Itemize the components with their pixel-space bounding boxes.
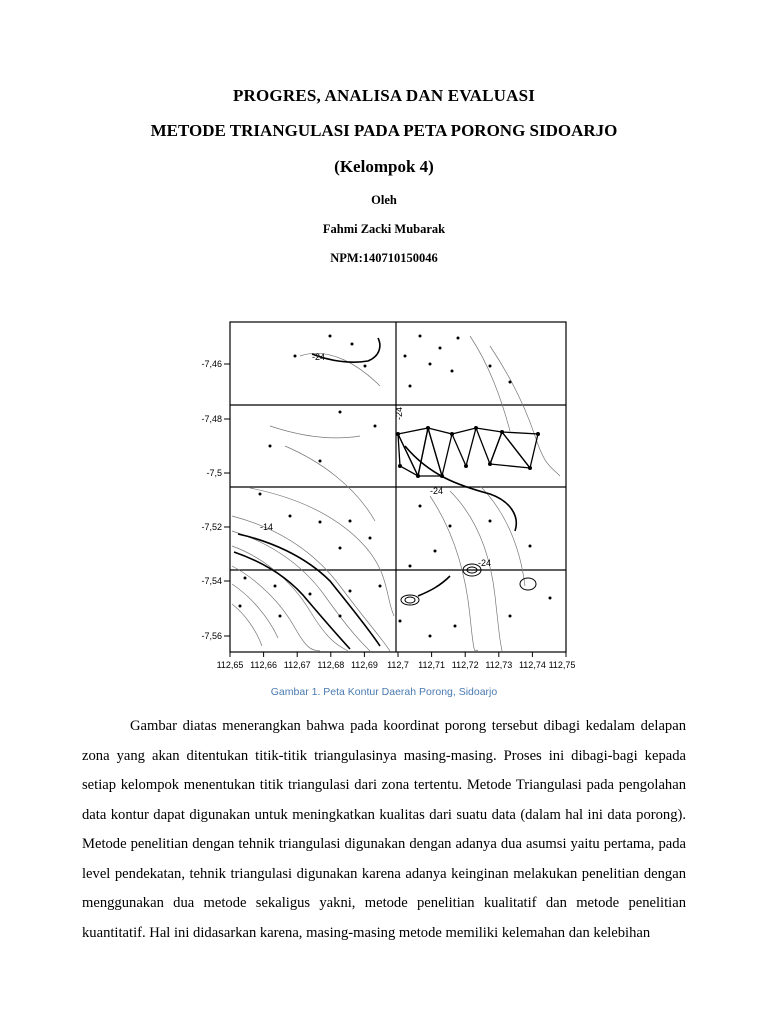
x-tick-label: 112,67 [283, 660, 311, 670]
by-label: Oleh [371, 193, 397, 207]
y-tick-label: -7,48 [201, 414, 222, 424]
y-tick-label: -7,56 [201, 631, 222, 641]
triangulation-network [398, 428, 538, 476]
x-tick-label: 112,71 [418, 660, 446, 670]
x-tick-label: 112,66 [250, 660, 278, 670]
author-name: Fahmi Zacki Mubarak [322, 222, 446, 236]
sample-points [239, 335, 552, 638]
figure-caption: Gambar 1. Peta Kontur Daerah Porong, Sidoarjo [270, 686, 498, 698]
contour-label: -24 [312, 352, 326, 362]
document-title: PROGRES, ANALISA DAN EVALUASI [232, 86, 536, 105]
group-label: (Kelompok 4) [334, 157, 434, 176]
major-contours [234, 338, 516, 649]
contour-label: -14 [260, 522, 274, 532]
student-id: NPM:140710150046 [330, 251, 438, 265]
x-tick-label: 112,75 [548, 660, 576, 670]
x-tick-label: 112,7 [387, 660, 409, 670]
contour-label: -24 [394, 406, 404, 420]
x-tick-label: 112,68 [317, 660, 345, 670]
y-tick-label: -7,5 [206, 468, 222, 478]
y-tick-label: -7,46 [201, 359, 222, 369]
body-paragraph: Gambar diatas menerangkan bahwa pada koordinat porong tersebut dibagi kedalam delapan zona yang akan ditentukan titik-titik triangulasinya masing-masing. Proses ini dibagi-bagi kepada setiap kelompok menentukan titik triangulasi dari zona tertentu. Metode Triangulasi pada pengolahan data kontur dapat digunakan untuk meningkatkan kualitas dari suatu data (dalam hal ini data porong). Metode penelitian dengan tehnik triangulasi digunakan dengan adanya dua asumsi yaitu pertama, pada level pendekatan, tehnik triangulasi digunakan karena adanya keinginan melakukan penelitian dengan menggunakan dua metode sekaligus yakni, metode penelitian kualitatif dan metode penelitian kuantitatif. Hal ini didasarkan karena, masing-masing metode memiliki kelemahan dan kelebihan [82, 718, 686, 941]
document-subtitle: METODE TRIANGULASI PADA PETA PORONG SIDOARJO [150, 121, 618, 140]
contour-label: -24 [478, 558, 492, 568]
x-tick-label: 112,69 [350, 660, 378, 670]
contour-label: -24 [430, 486, 444, 496]
y-tick-label: -7,54 [201, 576, 222, 586]
x-tick-label: 112,74 [518, 660, 546, 670]
x-tick-label: 112,65 [216, 660, 244, 670]
contour-map-figure [190, 316, 580, 678]
x-tick-label: 112,73 [485, 660, 513, 670]
y-tick-label: -7,52 [201, 522, 222, 532]
x-tick-label: 112,72 [451, 660, 479, 670]
